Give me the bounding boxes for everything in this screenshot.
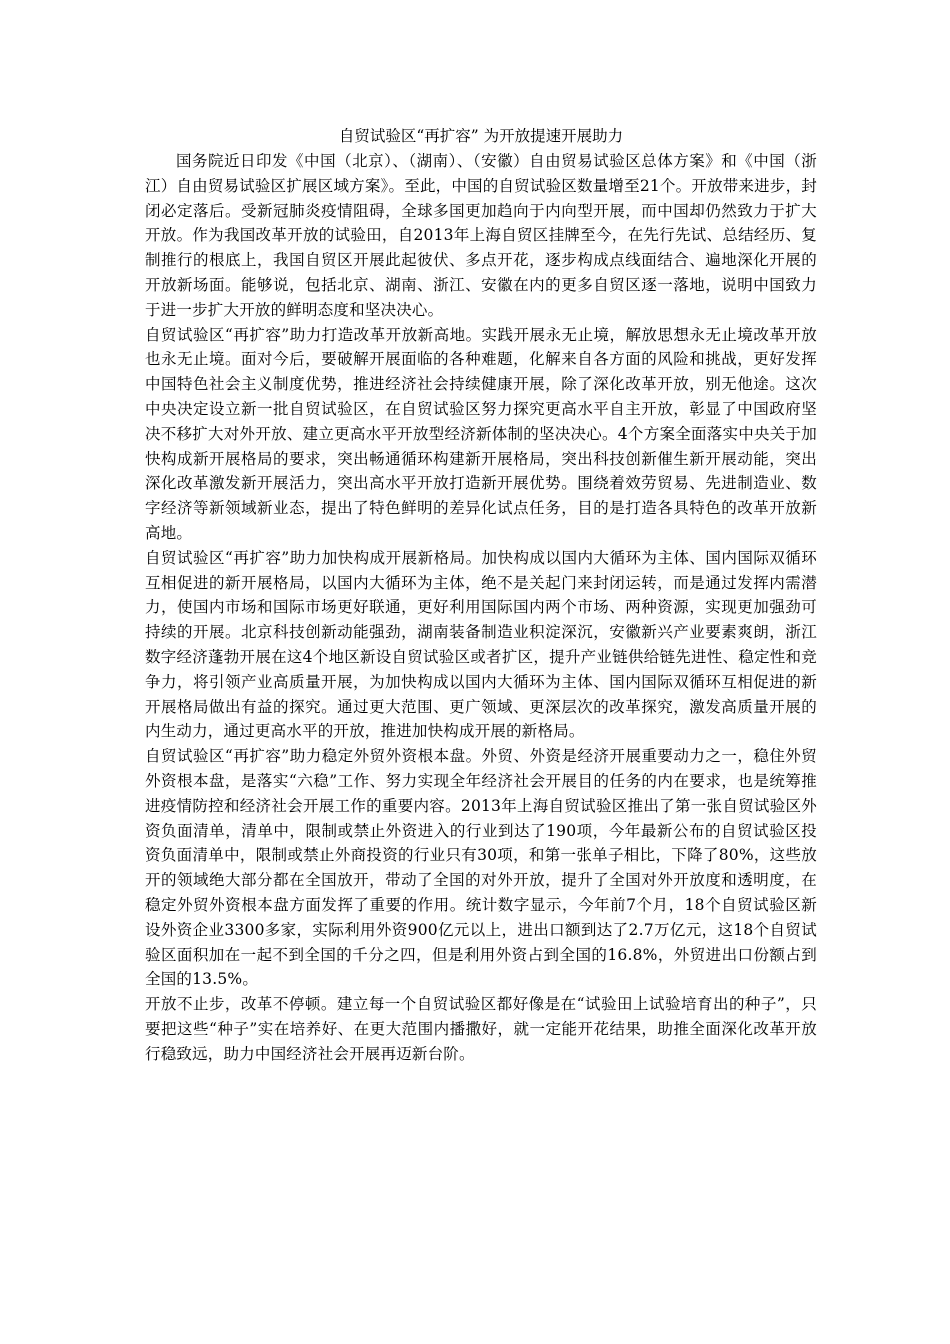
document-title: 自贸试验区“再扩容” 为开放提速开展助力 [338,127,624,145]
paragraph-foreign-trade: 自贸试验区“再扩容”助力稳定外贸外资根本盘。外贸、外资是经济开展重要动力之一，稳住外贸外资根本盘，是落实“六稳”工作、努力实现全年经济社会开展目的任务的内在要求，也是统筹推进疫情防控和经济社会开展工作的重要内容。2013年上海自贸试验区推出了第一张自贸试验区外资负面清单，清单中，限制或禁止外资进入的行业到达了190项，今年最新公布的自贸试验区投资负面清单中，限制或禁止外商投资的行业只有30项，和第一张单子相比，下降了80%，这些放开的领域绝大部分都在全国放开，带动了全国的对外开放，提升了全国对外开放度和透明度，在稳定外贸外资根本盘方面发挥了重要的作用。统计数字显示，今年前7个月，18个自贸试验区新设外资企业3300多家，实际利用外资900亿元以上，进出口额到达了2.7万亿元，这18个自贸试验区面积加在一起不到全国的千分之四，但是利用外资占到全国的16.8%，外贸进出口份额占到全国的13.5%。 [145,747,817,989]
paragraph-reform-highland: 自贸试验区“再扩容”助力打造改革开放新高地。实践开展永无止境，解放思想永无止境改革开放也永无止境。面对今后，要破解开展面临的各种难题，化解来自各方面的风险和挑战，更好发挥中国特色社会主义制度优势，推进经济社会持续健康开展，除了深化改革开放，别无他途。这次中央决定设立新一批自贸试验区，在自贸试验区努力探究更高水平自主开放，彰显了中国政府坚决不移扩大对外开放、建立更高水平开放型经济新体制的坚决决心。4个方案全面落实中央关于加快构成新开展格局的要求，突出畅通循环构建新开展格局，突出科技创新催生新开展动能，突出深化改革激发新开展活力，突出高水平开放打造新开展优势。围绕着效劳贸易、先进制造业、数字经济等新领域新业态，提出了特色鲜明的差异化试点任务，目的是打造各具特色的改革开放新高地。 [145,325,817,542]
paragraph-intro: 国务院近日印发《中国（北京）、（湖南）、（安徽）自由贸易试验区总体方案》和《中国（浙江）自由贸易试验区扩展区域方案》。至此，中国的自贸试验区数量增至21个。开放带来进步，封闭必定落后。受新冠肺炎疫情阻碍，全球多国更加趋向于内向型开展，而中国却仍然致力于扩大开放。作为我国改革开放的试验田，自2013年上海自贸区挂牌至今，在先行先试、总结经历、复制推行的根底上，我国自贸区开展此起彼伏、多点开花，逐步构成点线面结合、遍地深化开展的开放新场面。能够说，包括北京、湖南、浙江、安徽在内的更多自贸区逐一落地，说明中国致力于进一步扩大开放的鲜明态度和坚决决心。 [145,152,817,319]
paragraph-conclusion: 开放不止步，改革不停顿。建立每一个自贸试验区都好像是在“试验田上试验培育出的种子”，只要把这些“种子”实在培养好、在更大范围内播撒好，就一定能开花结果，助推全面深化改革开放行稳致远，助力中国经济社会开展再迈新台阶。 [145,995,817,1063]
paragraph-new-pattern: 自贸试验区“再扩容”助力加快构成开展新格局。加快构成以国内大循环为主体、国内国际双循环互相促进的新开展格局，以国内大循环为主体，绝不是关起门来封闭运转，而是通过发挥内需潜力，使国内市场和国际市场更好联通，更好利用国际国内两个市场、两种资源，实现更加强劲可持续的开展。北京科技创新动能强劲，湖南装备制造业积淀深沉，安徽新兴产业要素爽朗，浙江数字经济蓬勃开展在这4个地区新设自贸试验区或者扩区，提升产业链供给链先进性、稳定性和竞争力，将引领产业高质量开展，为加快构成以国内大循环为主体、国内国际双循环互相促进的新开展格局做出有益的探究。通过更大范围、更广领域、更深层次的改革探究，激发高质量开展的内生动力，通过更高水平的开放，推进加快构成开展的新格局。 [145,548,817,741]
document-page [145,124,817,1066]
